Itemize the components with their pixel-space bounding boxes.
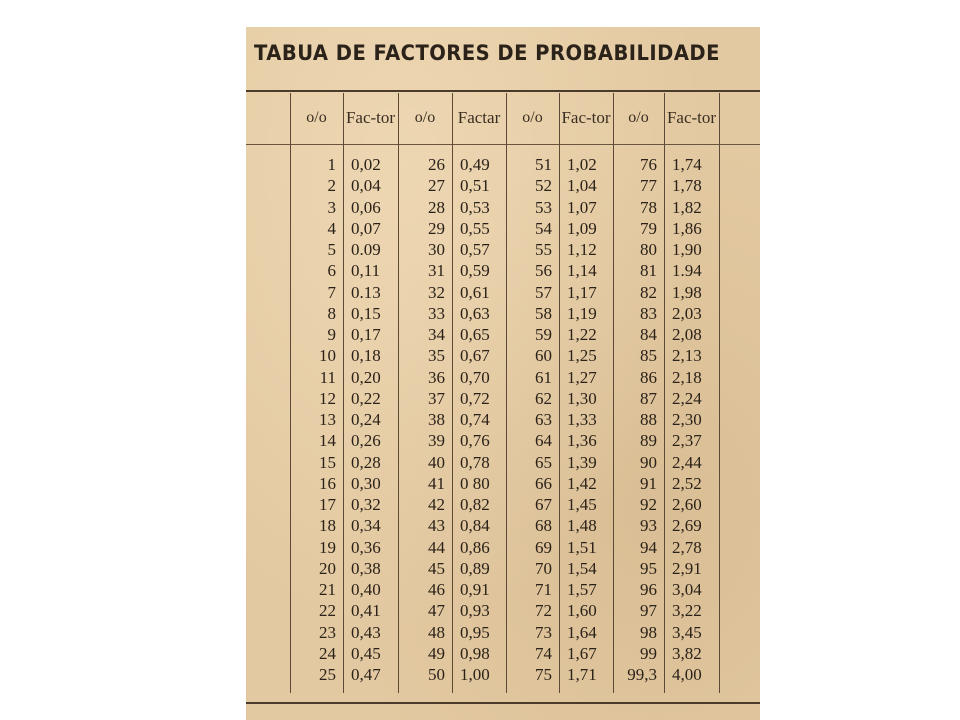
percent-cell: 7 [327, 282, 336, 302]
factor-cell: 0,32 [351, 495, 381, 514]
percent-cell: 37 [428, 388, 445, 408]
header-factor-line1: Fac- [666, 108, 698, 127]
percent-cell: 13 [319, 410, 336, 429]
factor-cell: 0,82 [460, 495, 490, 514]
column-divider [343, 93, 344, 693]
percent-cell: 27 [428, 176, 445, 196]
factor-cell: 2,91 [672, 558, 702, 578]
factor-cell: 3,22 [672, 601, 702, 621]
percent-cell: 75 [535, 665, 552, 684]
percent-cell: 31 [428, 261, 445, 281]
percent-cell: 72 [535, 601, 552, 621]
factor-cell: 1,90 [672, 240, 702, 259]
percent-cell: 90 [640, 452, 657, 472]
factor-cell: 1,42 [567, 473, 597, 493]
header-factor-line1: Fac- [345, 108, 377, 127]
factor-cell: 1,04 [567, 176, 597, 196]
percent-cell: 41 [428, 473, 445, 493]
factor-cell: 1,22 [567, 325, 597, 344]
percent-cell: 97 [640, 601, 657, 621]
percent-cell: 38 [428, 410, 445, 429]
factor-cell: 0,45 [351, 643, 381, 663]
header-factor-line2: tar [482, 108, 501, 127]
factor-cell: 1,02 [567, 155, 597, 174]
factor-cell: 0,89 [460, 558, 490, 578]
factor-cell: 2,03 [672, 303, 702, 323]
percent-cell: 98 [640, 622, 657, 642]
header-percent: o/o [628, 109, 649, 126]
percent-cell: 99 [640, 643, 657, 663]
factor-cell: 1,07 [567, 197, 597, 217]
factor-cell: 3,45 [672, 622, 702, 642]
percent-cell: 47 [428, 601, 445, 621]
percent-cell: 40 [428, 452, 445, 472]
factor-cell: 2,24 [672, 388, 702, 408]
factor-cell: 0.09 [351, 240, 381, 259]
percent-cell: 55 [535, 240, 552, 259]
percent-cell: 35 [428, 346, 445, 366]
factor-cell: 0,51 [460, 176, 490, 196]
factor-cell: 1,00 [460, 665, 490, 684]
factor-cell: 2,60 [672, 495, 702, 514]
column-divider [664, 93, 665, 693]
factor-cell: 1,33 [567, 410, 597, 429]
percent-cell: 88 [640, 410, 657, 429]
column-divider [452, 93, 453, 693]
factor-cell: 0,70 [460, 367, 490, 387]
factor-cell: 0,36 [351, 537, 381, 557]
percent-cell: 49 [428, 643, 445, 663]
factor-cell: 0,95 [460, 622, 490, 642]
factor-cell: 0,22 [351, 388, 381, 408]
percent-cell: 21 [319, 580, 336, 599]
factor-cell: 0.13 [351, 282, 381, 302]
header-rule [246, 144, 760, 145]
percent-cell: 93 [640, 516, 657, 536]
percent-cell: 34 [428, 325, 445, 344]
header-factor-line1: Fac- [561, 108, 592, 127]
percent-cell: 99,3 [627, 665, 657, 684]
percent-cell: 89 [640, 431, 657, 451]
factor-cell: 1,67 [567, 643, 597, 663]
column-divider [719, 93, 720, 693]
factor-cell: 1,54 [567, 558, 597, 578]
percent-cell: 28 [428, 197, 445, 217]
factor-cell: 0,59 [460, 261, 490, 281]
factor-cell: 0,84 [460, 516, 490, 536]
percent-cell: 14 [319, 431, 336, 451]
factor-cell: 0,49 [460, 155, 490, 174]
factor-cell: 2,08 [672, 325, 702, 344]
factor-cell: 2,18 [672, 367, 702, 387]
factor-cell: 1.94 [672, 261, 702, 281]
percent-cell: 17 [319, 495, 336, 514]
factor-cell: 0,78 [460, 452, 490, 472]
percent-cell: 66 [535, 473, 552, 493]
percent-cell: 50 [428, 665, 445, 684]
header-percent: o/o [414, 109, 436, 126]
factor-cell: 1,86 [672, 218, 702, 238]
factor-cell: 2,78 [672, 537, 702, 557]
percent-cell: 11 [319, 367, 336, 387]
factor-cell: 0,67 [460, 346, 490, 366]
percent-cell: 36 [428, 367, 445, 387]
factor-cell: 0,26 [351, 431, 381, 451]
percent-cell: 3 [327, 197, 336, 217]
percent-cell: 18 [319, 516, 336, 536]
percent-cell: 25 [319, 665, 336, 684]
factor-cell: 0,57 [460, 240, 490, 259]
percent-cell: 12 [319, 388, 336, 408]
factor-cell: 2,37 [672, 431, 702, 451]
percent-cell: 29 [428, 218, 445, 238]
factor-cell: 0,15 [351, 303, 381, 323]
header-factor-line2: tor [591, 108, 611, 127]
percent-cell: 81 [640, 261, 657, 281]
percent-cell: 69 [535, 537, 552, 557]
factor-cell: 1,09 [567, 218, 597, 238]
factor-cell: 0,86 [460, 537, 490, 557]
percent-cell: 9 [327, 325, 336, 344]
percent-cell: 10 [319, 346, 336, 366]
percent-cell: 95 [640, 558, 657, 578]
percent-cell: 62 [535, 388, 552, 408]
percent-cell: 91 [640, 473, 657, 493]
factor-cell: 0,63 [460, 303, 490, 323]
header-factor [664, 93, 719, 143]
header-percent: o/o [522, 109, 543, 126]
column-divider [559, 93, 560, 693]
percent-cell: 58 [535, 303, 552, 323]
factor-cell: 2,52 [672, 473, 702, 493]
percent-cell: 23 [319, 622, 336, 642]
factor-cell: 1,57 [567, 580, 597, 599]
factor-cell: 0,41 [351, 601, 381, 621]
factor-cell: 4,00 [672, 665, 702, 684]
percent-cell: 42 [428, 495, 445, 514]
percent-cell: 77 [640, 176, 657, 196]
factor-cell: 0,30 [351, 473, 381, 493]
factor-cell: 1,71 [567, 665, 597, 684]
percent-cell: 53 [535, 197, 552, 217]
percent-cell: 33 [428, 303, 445, 323]
percent-cell: 2 [327, 176, 336, 196]
factor-cell: 0,04 [351, 176, 381, 196]
percent-cell: 82 [640, 282, 657, 302]
factor-cell: 1,12 [567, 240, 597, 259]
percent-cell: 15 [319, 452, 336, 472]
header-percent: o/o [306, 109, 327, 126]
percent-cell: 16 [319, 473, 336, 493]
factor-cell: 1,78 [672, 176, 702, 196]
factor-cell: 2,69 [672, 516, 702, 536]
percent-cell: 92 [640, 495, 657, 514]
percent-cell: 51 [535, 155, 552, 174]
percent-cell: 85 [640, 346, 657, 366]
factor-cell: 0,06 [351, 197, 381, 217]
percent-cell: 61 [535, 367, 552, 387]
percent-cell: 63 [535, 410, 552, 429]
percent-cell: 48 [428, 622, 445, 642]
factor-cell: 0,11 [351, 261, 381, 281]
factor-cell: 0,53 [460, 197, 490, 217]
header-factor [452, 93, 506, 143]
header-factor-line1: Fac [457, 108, 483, 127]
percent-cell: 43 [428, 516, 445, 536]
percent-cell: 4 [327, 218, 336, 238]
percent-cell: 46 [428, 580, 445, 599]
percent-cell: 94 [640, 537, 657, 557]
percent-cell: 6 [327, 261, 336, 281]
factor-cell: 0,76 [460, 431, 490, 451]
factor-cell: 0,34 [351, 516, 381, 536]
percent-cell: 80 [640, 240, 657, 259]
percent-cell: 83 [640, 303, 657, 323]
percent-cell: 76 [640, 155, 657, 174]
factor-cell: 0,38 [351, 558, 381, 578]
table-title: TABUA DE FACTORES DE PROBABILIDADE [254, 41, 720, 65]
factor-cell: 0,91 [460, 580, 490, 599]
probability-table-sheet [246, 27, 760, 720]
factor-cell: 1,36 [567, 431, 597, 451]
percent-cell: 60 [535, 346, 552, 366]
percent-cell: 79 [640, 218, 657, 238]
factor-cell: 0,72 [460, 388, 490, 408]
factor-cell: 1,14 [567, 261, 597, 281]
percent-cell: 57 [535, 282, 552, 302]
factor-cell: 1,74 [672, 155, 702, 174]
factor-cell: 1,48 [567, 516, 597, 536]
percent-cell: 65 [535, 452, 552, 472]
header-factor-line2: tor [697, 108, 717, 127]
factor-cell: 1,51 [567, 537, 597, 557]
percent-cell: 84 [640, 325, 657, 344]
factor-cell: 0,74 [460, 410, 490, 429]
percent-cell: 54 [535, 218, 552, 238]
factor-cell: 1,39 [567, 452, 597, 472]
percent-cell: 44 [428, 537, 445, 557]
factor-cell: 0,17 [351, 325, 381, 344]
factor-cell: 1,17 [567, 282, 597, 302]
factor-cell: 1,27 [567, 367, 597, 387]
percent-cell: 39 [428, 431, 445, 451]
top-rule [246, 90, 760, 92]
percent-cell: 59 [535, 325, 552, 344]
percent-cell: 74 [535, 643, 552, 663]
factor-cell: 0,20 [351, 367, 381, 387]
factor-cell: 1,30 [567, 388, 597, 408]
factor-cell: 0,43 [351, 622, 381, 642]
percent-cell: 96 [640, 580, 657, 599]
header-factor-line2: tor [376, 108, 396, 127]
factor-cell: 2,13 [672, 346, 702, 366]
factor-cell: 0 80 [460, 473, 490, 493]
percent-cell: 1 [327, 155, 336, 174]
factor-cell: 1,25 [567, 346, 597, 366]
percent-cell: 71 [535, 580, 552, 599]
factor-cell: 1,64 [567, 622, 597, 642]
percent-cell: 56 [535, 261, 552, 281]
factor-cell: 0,18 [351, 346, 381, 366]
percent-cell: 30 [428, 240, 445, 259]
factor-cell: 1,98 [672, 282, 702, 302]
factor-cell: 0,61 [460, 282, 490, 302]
percent-cell: 67 [535, 495, 552, 514]
factor-cell: 1,82 [672, 197, 702, 217]
percent-cell: 45 [428, 558, 445, 578]
factor-cell: 0,55 [460, 218, 490, 238]
factor-cell: 0,28 [351, 452, 381, 472]
percent-cell: 64 [535, 431, 552, 451]
factor-cell: 0,47 [351, 665, 381, 684]
factor-cell: 0,02 [351, 155, 381, 174]
percent-cell: 8 [327, 303, 336, 323]
factor-cell: 0,40 [351, 580, 381, 599]
header-factor [343, 93, 398, 143]
factor-cell: 0,98 [460, 643, 490, 663]
factor-cell: 2,30 [672, 410, 702, 429]
factor-cell: 0,93 [460, 601, 490, 621]
factor-cell: 3,82 [672, 643, 702, 663]
factor-cell: 0,65 [460, 325, 490, 344]
percent-cell: 86 [640, 367, 657, 387]
factor-cell: 1,45 [567, 495, 597, 514]
factor-cell: 0,24 [351, 410, 381, 429]
factor-cell: 1,19 [567, 303, 597, 323]
factor-cell: 3,04 [672, 580, 702, 599]
bottom-rule [246, 702, 760, 704]
factor-cell: 0,07 [351, 218, 381, 238]
percent-cell: 20 [319, 558, 336, 578]
percent-cell: 78 [640, 197, 657, 217]
percent-cell: 70 [535, 558, 552, 578]
percent-cell: 52 [535, 176, 552, 196]
percent-cell: 19 [319, 537, 336, 557]
percent-cell: 5 [327, 240, 336, 259]
factor-cell: 2,44 [672, 452, 702, 472]
percent-cell: 32 [428, 282, 445, 302]
percent-cell: 68 [535, 516, 552, 536]
header-factor [559, 93, 613, 143]
percent-cell: 22 [319, 601, 336, 621]
factor-cell: 1,60 [567, 601, 597, 621]
percent-cell: 73 [535, 622, 552, 642]
percent-cell: 24 [319, 643, 336, 663]
percent-cell: 87 [640, 388, 657, 408]
percent-cell: 26 [428, 155, 445, 174]
